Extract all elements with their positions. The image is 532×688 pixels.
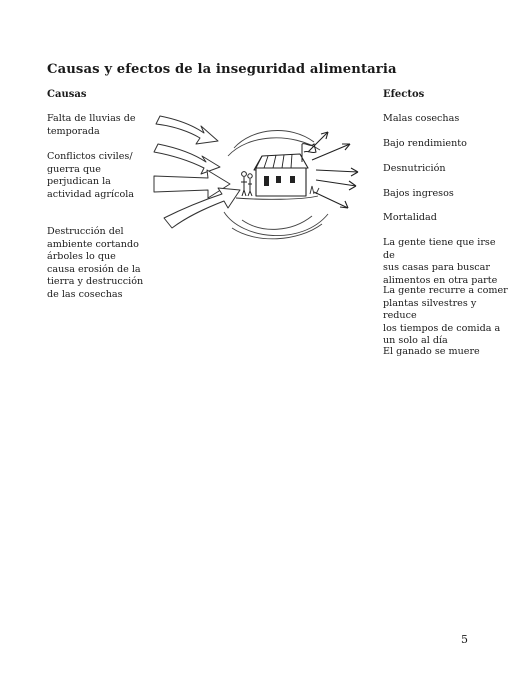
effect-item: La gente tiene que irse de sus casas para buscar alimentos en otra parte (383, 237, 498, 286)
effect-item: Desnutrición (383, 163, 446, 174)
page-title: Causas y efectos de la inseguridad alimentaria (47, 62, 397, 77)
effect-item: Mortalidad (383, 212, 437, 223)
effect-item: Malas cosechas (383, 113, 460, 124)
cause-item: Destrucción del ambiente cortando árboles lo que causa erosión de la tierra y destrucción de las cosechas (47, 226, 144, 300)
causes-heading: Causas (47, 89, 87, 100)
effect-item: La gente recurre a comer plantas silvestres y reduce los tiempos de comida a un solo al día (383, 285, 508, 347)
effect-item: El ganado se muere (383, 346, 480, 357)
hut-with-arrows-sketch-icon (152, 104, 372, 264)
cause-item: Falta de lluvias de temporada (47, 113, 136, 137)
cause-item: Conflictos civiles/ guerra que perjudican la actividad agrícola (47, 151, 135, 200)
page-number: 5 (461, 633, 468, 646)
effect-item: Bajos ingresos (383, 188, 454, 199)
effects-heading: Efectos (383, 89, 425, 100)
effect-item: Bajo rendimiento (383, 138, 467, 149)
